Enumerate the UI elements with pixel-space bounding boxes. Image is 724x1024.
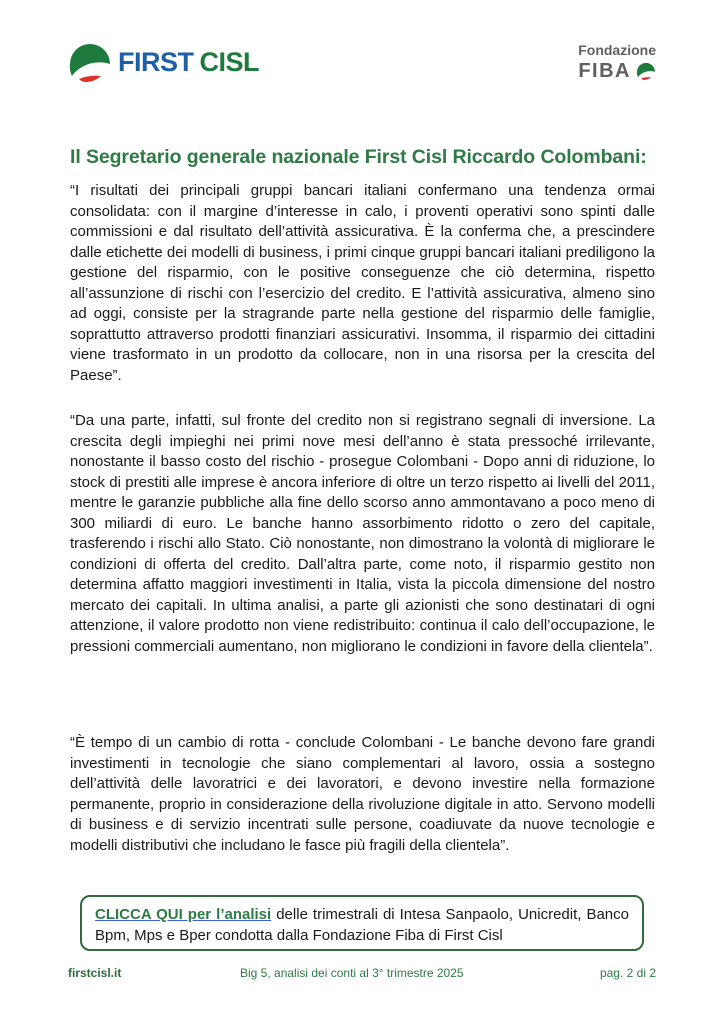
paragraph-text: “È tempo di un cambio di rotta - conclude Colombani - Le banche devono fare grandi investimenti in tecnologie che siano complementari al lavoro, ossia a sostegno dell’attività delle lavoratrici e dei lavoratori, e devono investire nella formazione permanente, proprio in considerazione della rivoluzione digitale in atto. Servono modelli di business e di servizio incentrati sulle persone, coadiuvate da nuove tecnologie e modelli distributivi che includano le fasce più fragili della clientela”. [70, 734, 655, 854]
wordmark-first: FIRST [118, 46, 194, 77]
paragraph-text: “I risultati dei principali gruppi bancari italiani confermano una tendenza ormai consolidata: con il margine d’interesse in calo, i proventi operativi sono spinti dalle commissioni e dal risultato dell’attività assicurativa. È la conferma che, a prescindere dalle etichette dei modelli di business, i primi cinque gruppi bancari italiani prediligono la gestione del risparmio, con le positive conseguenze che ciò determina, rispetto all’assunzione di rischi con l’esercizio del credito. E l’attività assicurativa, almeno sino ad oggi, consiste per la stragrande parte nella gestione del risparmio delle famiglie, soprattutto attraverso prodotti finanziari assicurativi. Insomma, il risparmio dei cittadini viene trasformato in un prodotto da collocare, non in una risorsa per la crescita del Paese”. [70, 182, 655, 384]
footer-document-subject: Big 5, analisi dei conti al 3° trimestre 2025 [240, 966, 464, 980]
first-cisl-logo [68, 42, 259, 82]
footer-page-number: pag. 2 di 2 [599, 966, 656, 980]
paragraph-2 [70, 411, 655, 657]
fiba-logo-line2: FIBA [578, 60, 631, 82]
analysis-link[interactable]: CLICCA QUI per l’analisi [95, 906, 272, 923]
wordmark-cisl: CISL [199, 46, 260, 77]
analysis-callout-box [80, 895, 644, 951]
fiba-logo-line1: Fondazione [578, 42, 656, 58]
first-cisl-wordmark [118, 46, 260, 77]
first-cisl-emblem-icon [68, 42, 112, 82]
fondazione-fiba-logo [578, 42, 656, 82]
callout-text: delle trimestrali di Intesa Sanpaolo, Unicredit, Banco Bpm, Mps e Bper condotta dalla Fondazione Fiba di First Cisl [95, 906, 629, 944]
paragraph-3 [70, 733, 655, 856]
fiba-emblem-icon [636, 62, 656, 80]
paragraph-text: “Da una parte, infatti, sul fronte del credito non si registrano segnali di inversione. La crescita degli impieghi nei primi nove mesi dell’anno è stata pressoché irrilevante, nonostante il basso costo del rischio - prosegue Colombani - Dopo anni di riduzione, lo stock di prestiti alle imprese è ancora inferiore di oltre un terzo rispetto ai livelli del 2011, mentre le garanzie pubbliche alla fine dello scorso anno ammontavano a poco meno di 300 miliardi di euro. Le banche hanno assorbimento ridotto o zero del capitale, trasferendo i rischi allo Stato. Ciò nonostante, non dimostrano la volontà di migliorare le condizioni di offerta del credito. Dall’altra parte, come noto, il risparmio gestito non determina affatto maggiori investimenti in Italia, vista la piccola dimensione del nostro mercato dei capitali. In ultima analisi, a parte gli azionisti che sono destinatari di ogni attenzione, il valore prodotto non viene redistribuito: continua il calo dell’occupazione, le pressioni commerciali aumentano, non migliorano le condizioni in favore della clientela”. [70, 412, 655, 655]
document-title: Il Segretario generale nazionale First Cisl Riccardo Colombani: [70, 146, 647, 168]
paragraph-1 [70, 181, 655, 386]
footer-site-link[interactable]: firstcisl.it [68, 966, 122, 980]
page-footer [68, 966, 656, 982]
